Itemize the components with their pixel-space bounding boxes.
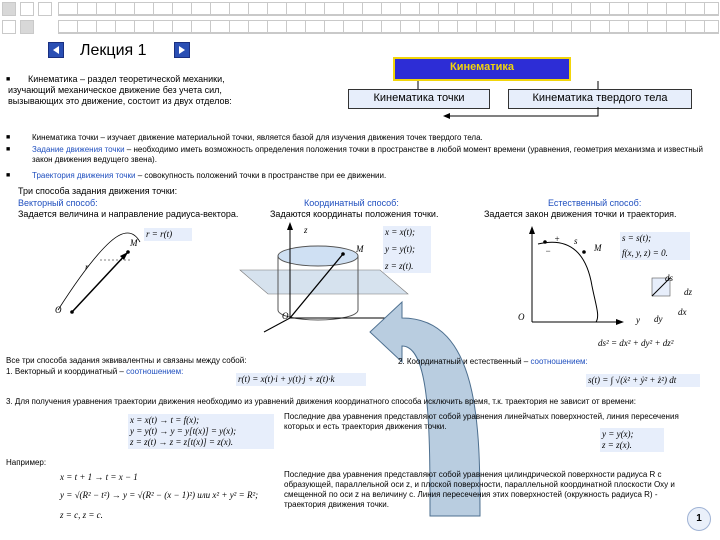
coord-z-label: z — [304, 225, 308, 235]
natural-s-label: s — [574, 236, 578, 246]
example-formula-2: y = √(R² − t²) → y = √(R² − (x − 1)²) или x² + y² = R²; — [60, 490, 259, 500]
vector-point-label: M — [130, 238, 138, 248]
point-kinematics-box: Кинематика точки — [348, 89, 490, 109]
bullet-icon: ■ — [6, 172, 11, 179]
bullet-motion-definition: Задание движения точки – необходимо иметь возможность определения положения точки в пространстве в любой момент времени (уравнения, геометрия механизма и известный закон движения ведущего звена). — [32, 145, 703, 164]
equiv-coord-natural: 2. Координатный и естественный – соотношением: — [398, 357, 588, 366]
example-label: Например: — [6, 458, 47, 467]
coord-method-desc: Задаются координаты положения точки. — [270, 209, 439, 219]
natural-point-label: M — [594, 243, 602, 253]
bullet-trajectory: Траектория движения точки – совокупность положений точки в пространстве при ее движении. — [32, 171, 387, 180]
natural-method-title: Естественный способ: — [548, 198, 642, 208]
bullet-icon: ■ — [6, 134, 11, 141]
vector-method-title: Векторный способ: — [18, 198, 98, 208]
diff-dy-label: dy — [654, 314, 663, 324]
coord-point-label: M — [356, 244, 364, 254]
trajectory-result-formula: y = y(x); z = z(x). — [600, 428, 664, 452]
kinematics-connectors — [0, 0, 720, 140]
ds-squared-formula: ds² = dx² + dy² + dz² — [598, 338, 674, 348]
vector-method-desc: Задается величина и направление радиуса-вектора. — [18, 209, 239, 219]
natural-equations: s = s(t); f(x, y, z) = 0. — [620, 232, 690, 260]
example-formula-3: z = c, z = c. — [60, 510, 103, 520]
natural-origin-label: O — [518, 312, 525, 322]
natural-y-label: y — [636, 315, 640, 325]
diff-ds-label: ds — [665, 273, 674, 283]
last-two-text: Последние два уравнения представляют собой уравнения линейчатых поверхностей, линия пересечения которых и есть траектория движения точки. — [284, 412, 679, 431]
example-explanation: Последние два уравнения представляют собой уравнения цилиндрической поверхности радиуса R с образующей, параллельной оси z, и плоской поверхности, параллельной координатной плоскости Oxy и смещенной по оси z на величину c. Линия пересечения этих поверхностей (окружность радиуса R) - траектория движения точки. — [284, 470, 675, 509]
bullet-point-kinematics: Кинематика точки – изучает движение материальной точки, является базой для изучения движения точек твердого тела. — [32, 133, 483, 142]
example-formula-1: x = t + 1 → t = x − 1 — [60, 472, 138, 482]
vector-r-label: r — [85, 262, 89, 272]
coord-method-title: Координатный способ: — [304, 198, 399, 208]
diff-dx-label: dx — [678, 307, 687, 317]
equiv-vector-coord: 1. Векторный и координатный – соотношением: — [6, 367, 184, 376]
natural-minus-label: − — [545, 246, 552, 256]
vector-coord-formula: r(t) = x(t)·i + y(t)·j + z(t)·k — [236, 373, 366, 386]
intro-text: Кинематика – раздел теоретической механики, изучающий механическое движение без учета сил, вызывающих это движение, состоит из двух отделов: — [8, 74, 232, 106]
kinematics-box-label: Кинематика — [450, 61, 514, 73]
natural-plus-label: + — [554, 234, 561, 244]
rigid-kinematics-box: Кинематика твердого тела — [508, 89, 692, 109]
diff-dz-label: dz — [684, 287, 693, 297]
slide-title: Лекция 1 — [80, 42, 147, 59]
bullet-icon: ■ — [6, 146, 11, 153]
coord-origin-label: O — [282, 311, 289, 321]
page-number-badge — [687, 507, 711, 531]
coord-natural-formula: s(t) = ∫ √(ẋ² + ẏ² + ż²) dt — [586, 374, 700, 387]
item3-text: 3. Для получения уравнения траектории движения необходимо из уравнений движения координатного способа исключить время, т.к. траектория не зависит от времени: — [6, 397, 636, 406]
equiv-text: Все три способа задания эквивалентны и связаны между собой: — [6, 356, 247, 365]
exclude-time-formula: x = x(t) → t = f(x); y = y(t) → y = y[t(x)] = y(x); z = z(t) → z = z[t(x)] = z(x). — [128, 414, 274, 449]
coord-equations: x = x(t); y = y(t); z = z(t). — [383, 226, 431, 273]
natural-method-diagram — [512, 226, 682, 326]
vector-law-formula: r = r(t) — [144, 228, 192, 241]
natural-method-desc: Задается закон движения точки и траектория. — [484, 209, 677, 219]
page-number: 1 — [696, 513, 702, 524]
bullet-icon: ■ — [6, 76, 11, 83]
vector-origin-label: O — [55, 305, 62, 315]
three-ways-heading: Три способа задания движения точки: — [18, 186, 178, 196]
